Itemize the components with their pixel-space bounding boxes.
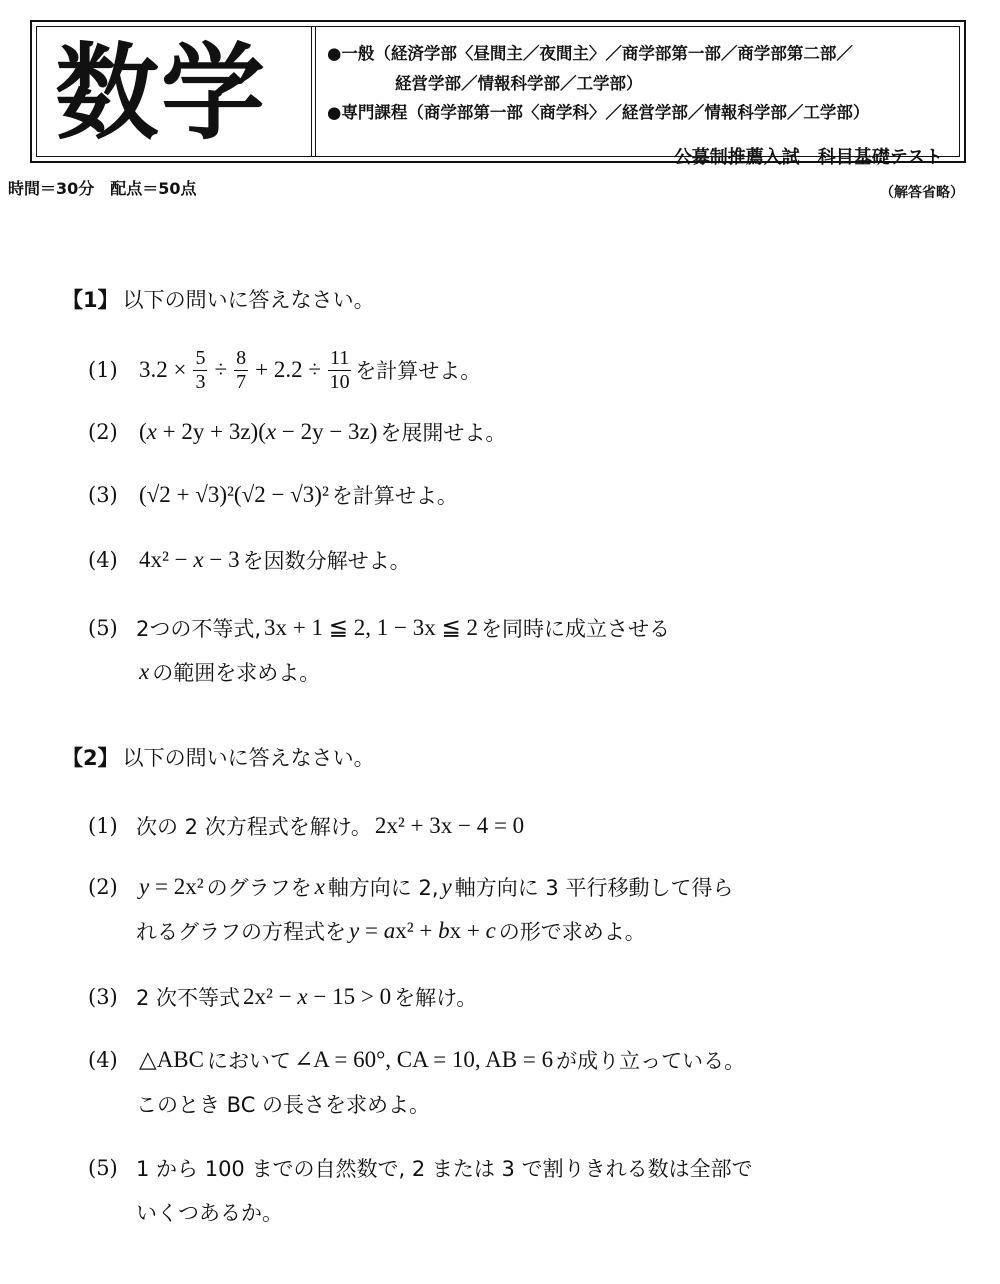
denominator: 10	[329, 370, 350, 393]
question-line	[88, 348, 481, 392]
question-text: を展開せよ。	[380, 421, 507, 445]
math-expression: 2x² − x − 15 > 0	[243, 984, 392, 1009]
question-line	[88, 1038, 745, 1082]
numerator: 5	[195, 346, 206, 369]
question-text: を解け。	[394, 986, 478, 1010]
department-line-2: 経営学部／情報科学部／工学部）	[395, 74, 643, 93]
title-cell	[37, 27, 316, 156]
answers-omitted-note: （解答省略）	[880, 185, 964, 201]
question-number: (1)	[88, 358, 118, 382]
question-text: のグラフを	[206, 876, 312, 900]
question-2-5	[88, 1146, 753, 1234]
question-text: において	[206, 1049, 291, 1073]
question-1-3	[88, 473, 458, 517]
question-line	[88, 606, 670, 650]
question-line	[88, 909, 733, 953]
question-number: (2)	[88, 420, 118, 444]
question-2-4	[88, 1038, 745, 1126]
math-expression: x	[139, 659, 150, 684]
math-expression: 4x² − x − 3	[139, 547, 240, 572]
denominator: 3	[195, 370, 206, 393]
question-text: を計算せよ。	[355, 359, 482, 383]
section-instruction: 以下の問いに答えなさい。	[122, 746, 375, 770]
question-line	[88, 865, 733, 909]
question-1-1	[88, 348, 481, 392]
question-text: 次の 2 次方程式を解け。	[136, 815, 372, 839]
question-text: このとき BC の長さを求めよ。	[136, 1093, 431, 1117]
question-text: の範囲を求めよ。	[152, 661, 321, 685]
question-2-2	[88, 865, 733, 953]
time-and-points: 時間＝30分 配点＝50点	[8, 179, 197, 198]
math-expression: ∠A = 60°, CA = 10, AB = 6	[293, 1047, 554, 1072]
section-label: 【1】	[62, 288, 119, 312]
math-expression: + 2.2 ÷	[255, 357, 321, 382]
question-text: 2 次不等式	[136, 986, 241, 1010]
question-text: の形で求めよ。	[498, 920, 646, 944]
question-line	[88, 804, 527, 848]
question-number: (2)	[88, 875, 118, 899]
section-1-heading	[62, 284, 375, 314]
question-number: (4)	[88, 1048, 118, 1072]
question-text: を同時に成立させる	[481, 617, 671, 641]
math-expression: x	[314, 874, 325, 899]
question-text: 軸方向に 3 平行移動して得ら	[454, 876, 734, 900]
question-line	[88, 975, 477, 1019]
math-expression: y	[441, 874, 452, 899]
question-line	[88, 650, 670, 694]
question-number: (3)	[88, 985, 118, 1009]
math-expression: ÷	[214, 357, 228, 382]
question-text: 軸方向に 2,	[327, 876, 439, 900]
math-expression: △ABC	[139, 1047, 204, 1072]
question-line	[88, 538, 411, 582]
fraction	[234, 347, 248, 394]
exam-type: 公募制推薦入試 科目基礎テスト	[673, 147, 943, 168]
department-line-3: ●専門課程（商学部第一部〈商学科〉／経営学部／情報科学部／工学部）	[327, 103, 870, 122]
question-line	[88, 473, 458, 517]
question-text: 1 から 100 までの自然数で, 2 または 3 で割りきれる数は全部で	[136, 1157, 753, 1181]
question-number: (5)	[88, 616, 118, 640]
question-line	[88, 1146, 753, 1190]
section-2-heading	[62, 742, 375, 772]
math-expression: 3x + 1 ≦ 2, 1 − 3x ≦ 2	[264, 615, 479, 640]
question-text: れるグラフの方程式を	[136, 920, 346, 944]
question-number: (3)	[88, 483, 118, 507]
question-1-4	[88, 538, 411, 582]
denominator: 7	[236, 370, 247, 393]
subject-title: 数学	[55, 31, 268, 154]
question-text: を因数分解せよ。	[242, 549, 411, 573]
question-2-3	[88, 975, 477, 1019]
numerator: 8	[236, 346, 247, 369]
question-number: (5)	[88, 1156, 118, 1180]
fraction	[328, 347, 351, 394]
question-1-2	[88, 410, 506, 454]
math-expression: 3.2 ×	[139, 357, 187, 382]
question-line	[88, 410, 506, 454]
math-expression: y = ax² + bx + c	[349, 918, 496, 943]
header-box	[30, 20, 966, 168]
question-text: が成り立っている。	[556, 1049, 746, 1073]
question-2-1	[88, 804, 527, 848]
question-line	[88, 1190, 753, 1234]
question-text: を計算せよ。	[331, 484, 458, 508]
question-number: (1)	[88, 814, 118, 838]
section-label: 【2】	[62, 746, 119, 770]
math-expression: y = 2x²	[139, 874, 204, 899]
header-inner-border	[36, 26, 960, 168]
question-text: いくつあるか。	[136, 1201, 283, 1225]
question-number: (4)	[88, 548, 118, 572]
department-line-1: ●一般（経済学部〈昼間主／夜間主〉／商学部第一部／商学部第二部／	[327, 44, 853, 63]
numerator: 11	[329, 346, 350, 369]
section-instruction: 以下の問いに答えなさい。	[122, 288, 375, 312]
question-text: 2つの不等式,	[136, 617, 262, 641]
math-expression: 2x² + 3x − 4 = 0	[374, 813, 525, 838]
math-expression: (√2 + √3)²(√2 − √3)²	[139, 482, 329, 507]
math-expression: (x + 2y + 3z)(x − 2y − 3z)	[139, 419, 378, 444]
question-1-5	[88, 606, 670, 694]
fraction	[193, 347, 207, 394]
question-line	[88, 1082, 745, 1126]
